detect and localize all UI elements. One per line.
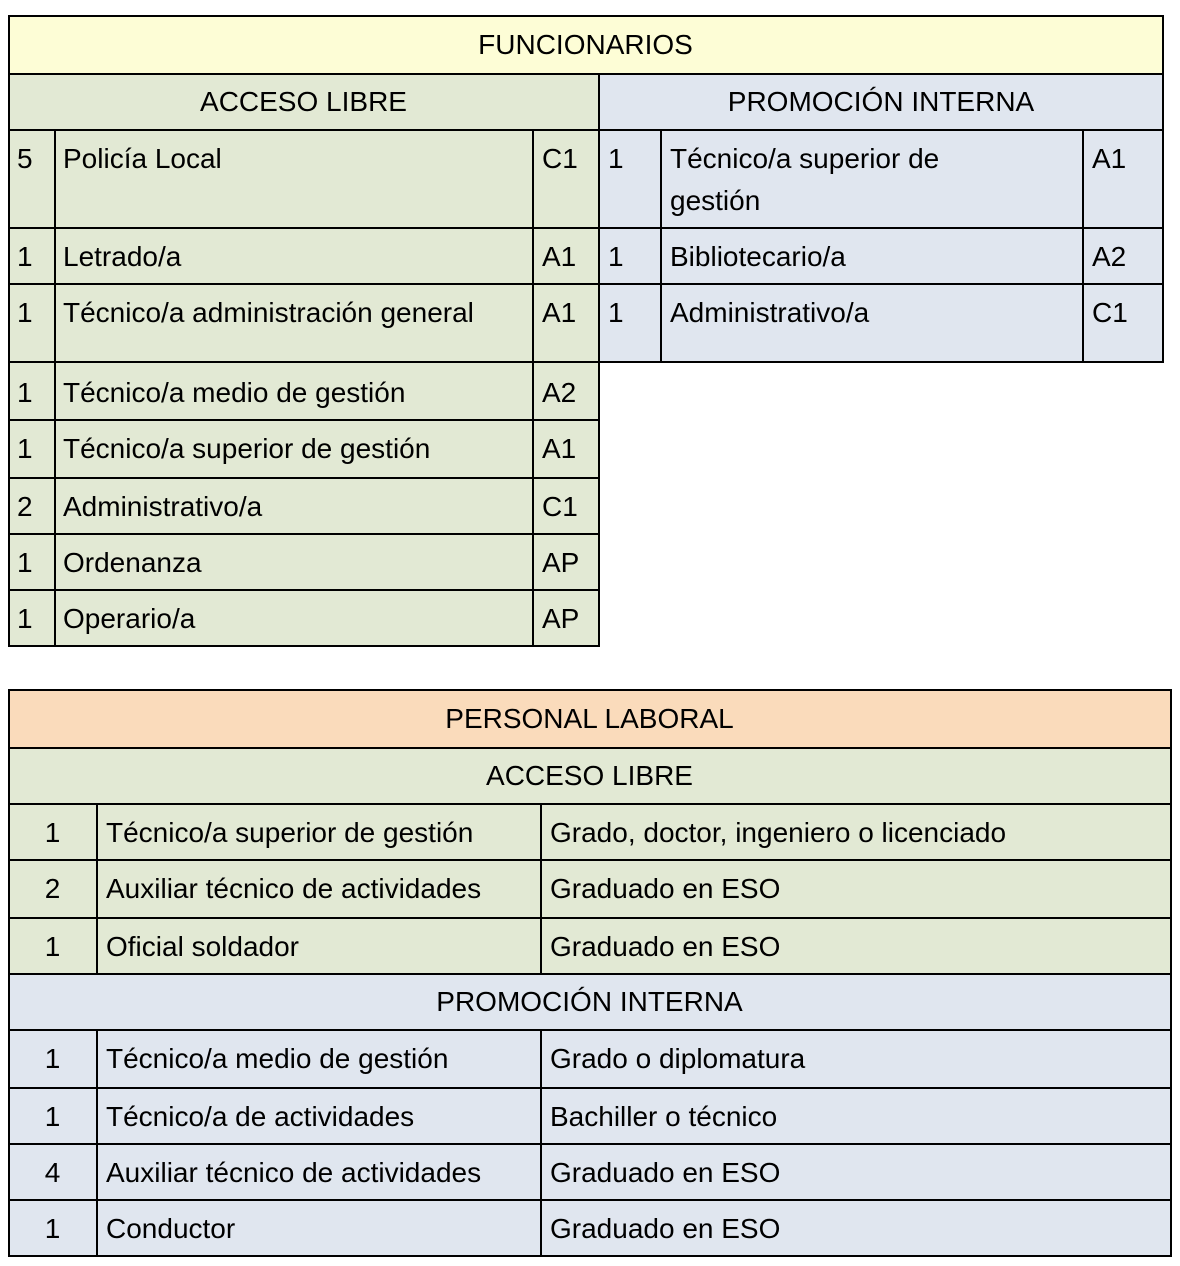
func-acceso-libre-title: ACCESO LIBRE xyxy=(200,86,407,117)
divider xyxy=(540,804,542,974)
cell-grupo: A1 xyxy=(542,297,577,328)
divider xyxy=(8,533,600,535)
cell-puesto: Administrativo/a xyxy=(63,491,263,522)
divider xyxy=(8,1143,1172,1145)
cell-count: 1 xyxy=(17,241,33,272)
cell-grupo: C1 xyxy=(542,491,578,522)
cell-count: 4 xyxy=(44,1157,61,1188)
cell-count: 1 xyxy=(17,377,33,408)
cell-count: 1 xyxy=(44,1101,61,1132)
divider xyxy=(8,689,1172,691)
cell-puesto: Letrado/a xyxy=(63,241,182,272)
cell-grupo: C1 xyxy=(1092,297,1128,328)
cell-count: 1 xyxy=(17,433,33,464)
divider xyxy=(8,645,600,647)
cell-titulacion: Bachiller o técnico xyxy=(550,1101,778,1132)
cell-count: 1 xyxy=(608,297,624,328)
divider xyxy=(8,1029,1172,1031)
cell-titulacion: Graduado en ESO xyxy=(550,1213,781,1244)
divider xyxy=(8,973,1172,975)
divider xyxy=(1082,130,1084,362)
cell-grupo: A1 xyxy=(542,241,577,272)
divider xyxy=(8,129,1164,131)
divider xyxy=(8,1255,1172,1257)
divider xyxy=(96,804,98,974)
cell-count: 2 xyxy=(17,491,33,522)
divider xyxy=(8,689,10,1257)
cell-count: 1 xyxy=(44,817,61,848)
divider xyxy=(96,1030,98,1257)
cell-count: 2 xyxy=(44,873,61,904)
divider xyxy=(532,130,534,647)
cell-titulacion: Grado, doctor, ingeniero o licenciado xyxy=(550,817,1007,848)
cell-puesto: Técnico/a medio de gestión xyxy=(106,1043,449,1074)
cell-titulacion: Graduado en ESO xyxy=(550,873,781,904)
laboral-title: PERSONAL LABORAL xyxy=(445,703,734,734)
divider xyxy=(54,130,56,647)
funcionarios-title: FUNCIONARIOS xyxy=(478,29,693,60)
cell-count: 1 xyxy=(17,547,33,578)
divider xyxy=(8,589,600,591)
cell-puesto: Administrativo/a xyxy=(670,297,870,328)
cell-count: 1 xyxy=(17,603,33,634)
cell-count: 1 xyxy=(44,931,61,962)
divider xyxy=(8,747,1172,749)
cell-count: 1 xyxy=(608,143,624,174)
cell-puesto: Operario/a xyxy=(63,603,196,634)
divider xyxy=(8,917,1172,919)
divider xyxy=(8,803,1172,805)
cell-puesto: Policía Local xyxy=(63,143,222,174)
divider xyxy=(8,419,600,421)
cell-puesto: Técnico/a de actividades xyxy=(106,1101,415,1132)
cell-puesto: Técnico/a superior de gestión xyxy=(106,817,474,848)
cell-count: 1 xyxy=(44,1043,61,1074)
lab-acceso-libre-title: ACCESO LIBRE xyxy=(486,760,693,791)
divider xyxy=(540,1030,542,1257)
lab-promocion-interna-title: PROMOCIÓN INTERNA xyxy=(436,986,743,1017)
divider xyxy=(8,227,1164,229)
divider xyxy=(8,859,1172,861)
cell-count: 1 xyxy=(44,1213,61,1244)
divider xyxy=(8,477,600,479)
cell-grupo: A2 xyxy=(1092,241,1127,272)
cell-count: 5 xyxy=(17,143,33,174)
cell-puesto: Auxiliar técnico de actividades xyxy=(106,873,482,904)
cell-grupo: A1 xyxy=(542,433,577,464)
divider xyxy=(8,283,1164,285)
divider xyxy=(8,1199,1172,1201)
divider xyxy=(8,15,10,647)
divider xyxy=(1170,689,1172,1257)
cell-puesto: Conductor xyxy=(106,1213,236,1244)
cell-titulacion: Grado o diplomatura xyxy=(550,1043,806,1074)
cell-titulacion: Graduado en ESO xyxy=(550,931,781,962)
cell-puesto: Bibliotecario/a xyxy=(670,241,846,272)
divider xyxy=(8,1087,1172,1089)
cell-puesto: Técnico/a superior de gestión xyxy=(63,433,431,464)
cell-grupo: AP xyxy=(542,603,580,634)
divider xyxy=(660,130,662,362)
cell-grupo: A1 xyxy=(1092,143,1127,174)
cell-puesto: Técnico/a medio de gestión xyxy=(63,377,406,408)
cell-puesto: Oficial soldador xyxy=(106,931,299,962)
cell-grupo: AP xyxy=(542,547,580,578)
divider xyxy=(8,73,1164,75)
func-promocion-interna-title: PROMOCIÓN INTERNA xyxy=(727,86,1035,117)
cell-puesto: Ordenanza xyxy=(63,547,202,578)
cell-puesto: Técnico/a administración general xyxy=(63,297,474,328)
cell-grupo: A2 xyxy=(542,377,577,408)
cell-puesto: Auxiliar técnico de actividades xyxy=(106,1157,482,1188)
divider xyxy=(8,361,1164,363)
divider xyxy=(1162,15,1164,362)
cell-count: 1 xyxy=(17,297,33,328)
divider xyxy=(8,15,1164,17)
cell-titulacion: Graduado en ESO xyxy=(550,1157,781,1188)
cell-puesto: Técnico/a superior de gestión xyxy=(670,143,940,216)
cell-grupo: C1 xyxy=(542,143,578,174)
cell-count: 1 xyxy=(608,241,624,272)
